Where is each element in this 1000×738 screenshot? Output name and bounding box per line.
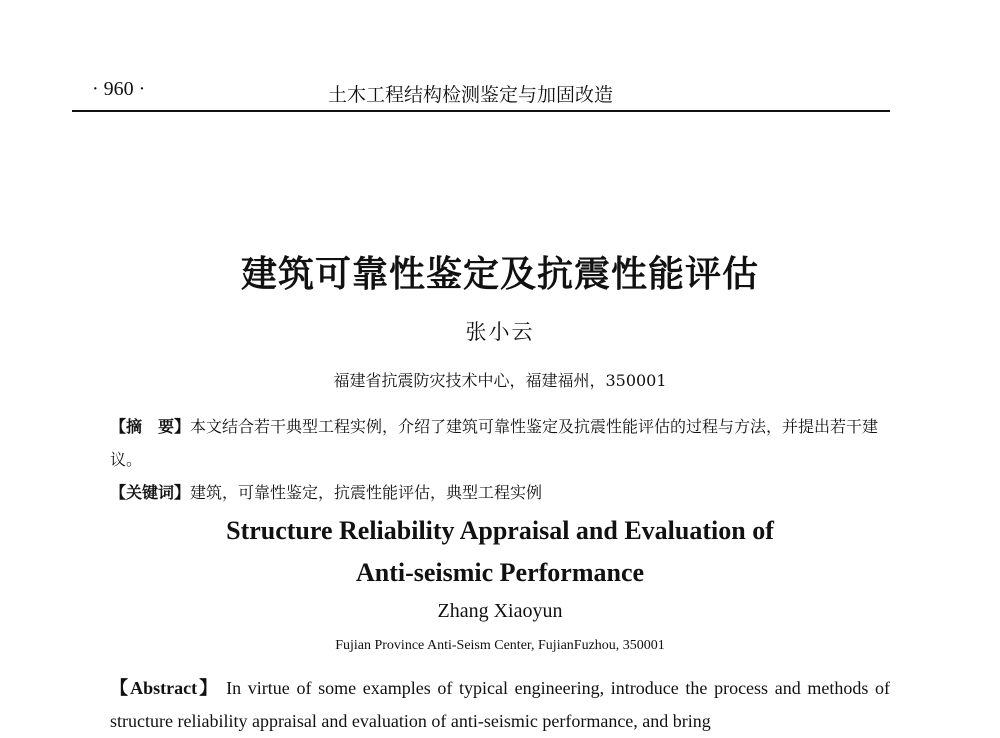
keywords-cn-text: 建筑，可靠性鉴定，抗震性能评估，典型工程实例 xyxy=(190,483,543,502)
abstract-en-label: 【Abstract】 xyxy=(110,678,220,698)
keywords-cn-label: 【关键词】 xyxy=(110,483,191,502)
author-en: Zhang Xiaoyun xyxy=(437,600,563,622)
paper-title-cn: 建筑可靠性鉴定及抗震性能评估 xyxy=(240,253,759,295)
abstract-cn xyxy=(110,410,900,476)
page-number: · 960 · xyxy=(92,78,146,100)
abstract-en xyxy=(110,672,890,738)
running-header-title: 土木工程结构检测鉴定与加固改造 xyxy=(328,84,614,106)
paper-title-en-line2: Anti-seismic Performance xyxy=(355,558,645,587)
affiliation-cn: 福建省抗震防灾技术中心，福建福州，350001 xyxy=(333,371,667,390)
abstract-cn-label: 【摘 要】 xyxy=(110,417,191,436)
keywords-cn xyxy=(110,476,900,509)
header-rule xyxy=(72,110,890,112)
affiliation-en: Fujian Province Anti-Seism Center, FujianFuzhou, 350001 xyxy=(335,638,665,653)
abstract-cn-text: 本文结合若干典型工程实例，介绍了建筑可靠性鉴定及抗震性能评估的过程与方法，并提出若干建议。 xyxy=(110,417,879,469)
author-cn: 张小云 xyxy=(465,320,535,344)
paper-title-en-line1: Structure Reliability Appraisal and Evaluation of xyxy=(226,516,774,545)
abstract-en-text: In virtue of some examples of typical engineering, introduce the process and methods of structure reliability appraisal and evaluation of anti-seismic performance, and bring xyxy=(110,678,891,731)
